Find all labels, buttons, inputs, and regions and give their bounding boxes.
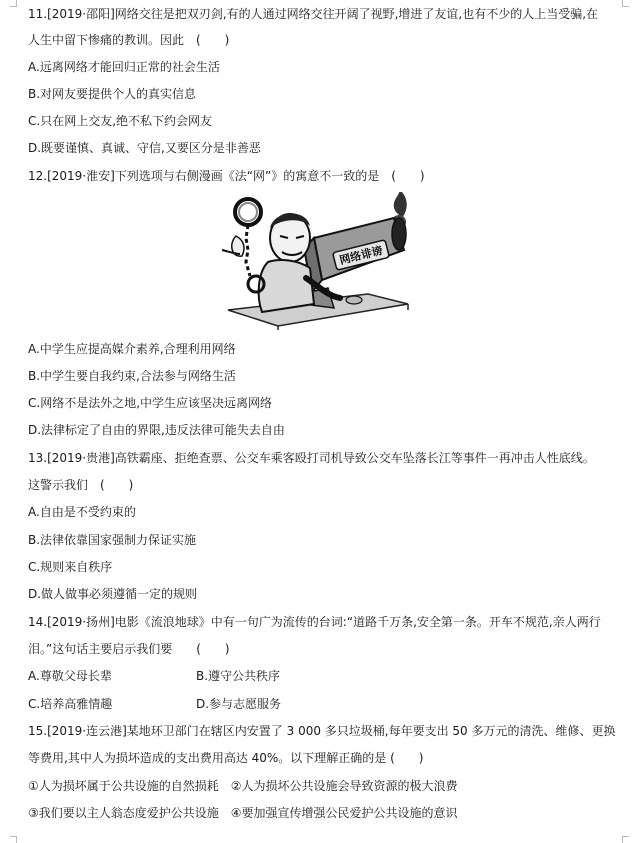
crop-mark-top-left xyxy=(10,0,17,7)
q15-statements-line1: ①人为损坏属于公共设施的自然损耗 ②人为损坏公共设施会导致资源的极大浪费 xyxy=(28,779,458,793)
q13-option-c: C.规则来自秩序 xyxy=(28,560,113,574)
q14-option-a: A.尊敬父母长辈 xyxy=(28,669,112,683)
q11-option-d: D.既要谨慎、真诚、守信,又要区分是非善恶 xyxy=(28,141,261,155)
q15-statements-line2: ③我们要以主人翁态度爱护公共设施 ④要加强宣传增强公民爱护公共设施的意识 xyxy=(28,806,458,820)
cartoon-label-text: 网络诽谤 xyxy=(338,243,385,268)
crop-mark-bottom-right xyxy=(622,836,629,843)
q14-stem-line2: 泪。”这句话主要启示我们要 ( ) xyxy=(28,642,230,656)
q11-stem-line1: 11.[2019·邵阳]网络交往是把双刃剑,有的人通过网络交往开阔了视野,增进了友谊,也有不少的人上当受骗,在 xyxy=(28,7,599,21)
q13-option-d: D.做人做事必须遵循一定的规则 xyxy=(28,587,198,601)
q14-option-d: D.参与志愿服务 xyxy=(196,697,282,711)
q13-stem-line1: 13.[2019·贵港]高铁霸座、拒绝查票、公交车乘客殴打司机导致公交车坠落长江等事件一再冲击人性底线。 xyxy=(28,451,595,465)
q13-option-a: A.自由是不受约束的 xyxy=(28,505,136,519)
q12-stem: 12.[2019·淮安]下列选项与右侧漫画《法“网”》的寓意不一致的是 ( ) xyxy=(28,169,425,183)
q11-option-c: C.只在网上交友,绝不私下约会网友 xyxy=(28,114,213,128)
q15-stem-line2: 等费用,其中人为损坏造成的支出费用高达 40%。以下理解正确的是 ( ) xyxy=(28,751,424,765)
q13-option-b: B.法律依靠国家强制力保证实施 xyxy=(28,533,197,547)
q11-stem-line2: 人生中留下惨痛的教训。因此 ( ) xyxy=(28,33,230,47)
q14-option-c: C.培养高雅情趣 xyxy=(28,697,113,711)
q11-option-b: B.对网友要提供个人的真实信息 xyxy=(28,87,197,101)
q11-option-a: A.远离网络才能回归正常的社会生活 xyxy=(28,60,220,74)
q13-stem-line2: 这警示我们 ( ) xyxy=(28,478,134,492)
q12-option-d: D.法律标定了自由的界限,违反法律可能失去自由 xyxy=(28,423,285,437)
q14-option-b: B.遵守公共秩序 xyxy=(196,669,281,683)
q14-stem-line1: 14.[2019·扬州]电影《流浪地球》中有一句广为流传的台词:“道路千万条,安全第一条。开车不规范,亲人两行 xyxy=(28,615,601,629)
crop-mark-bottom-left xyxy=(10,836,17,843)
cartoon-illustration xyxy=(218,192,414,330)
crop-mark-top-right xyxy=(622,0,629,7)
q12-option-c: C.网络不是法外之地,中学生应该坚决远离网络 xyxy=(28,396,273,410)
q15-stem-line1: 15.[2019·连云港]某地环卫部门在辖区内安置了 3 000 多只垃圾桶,每年要支出 50 多万元的清洗、维修、更换 xyxy=(28,724,616,738)
q12-option-a: A.中学生应提高媒介素养,合理利用网络 xyxy=(28,342,236,356)
q12-option-b: B.中学生要自我约束,合法参与网络生活 xyxy=(28,369,236,383)
